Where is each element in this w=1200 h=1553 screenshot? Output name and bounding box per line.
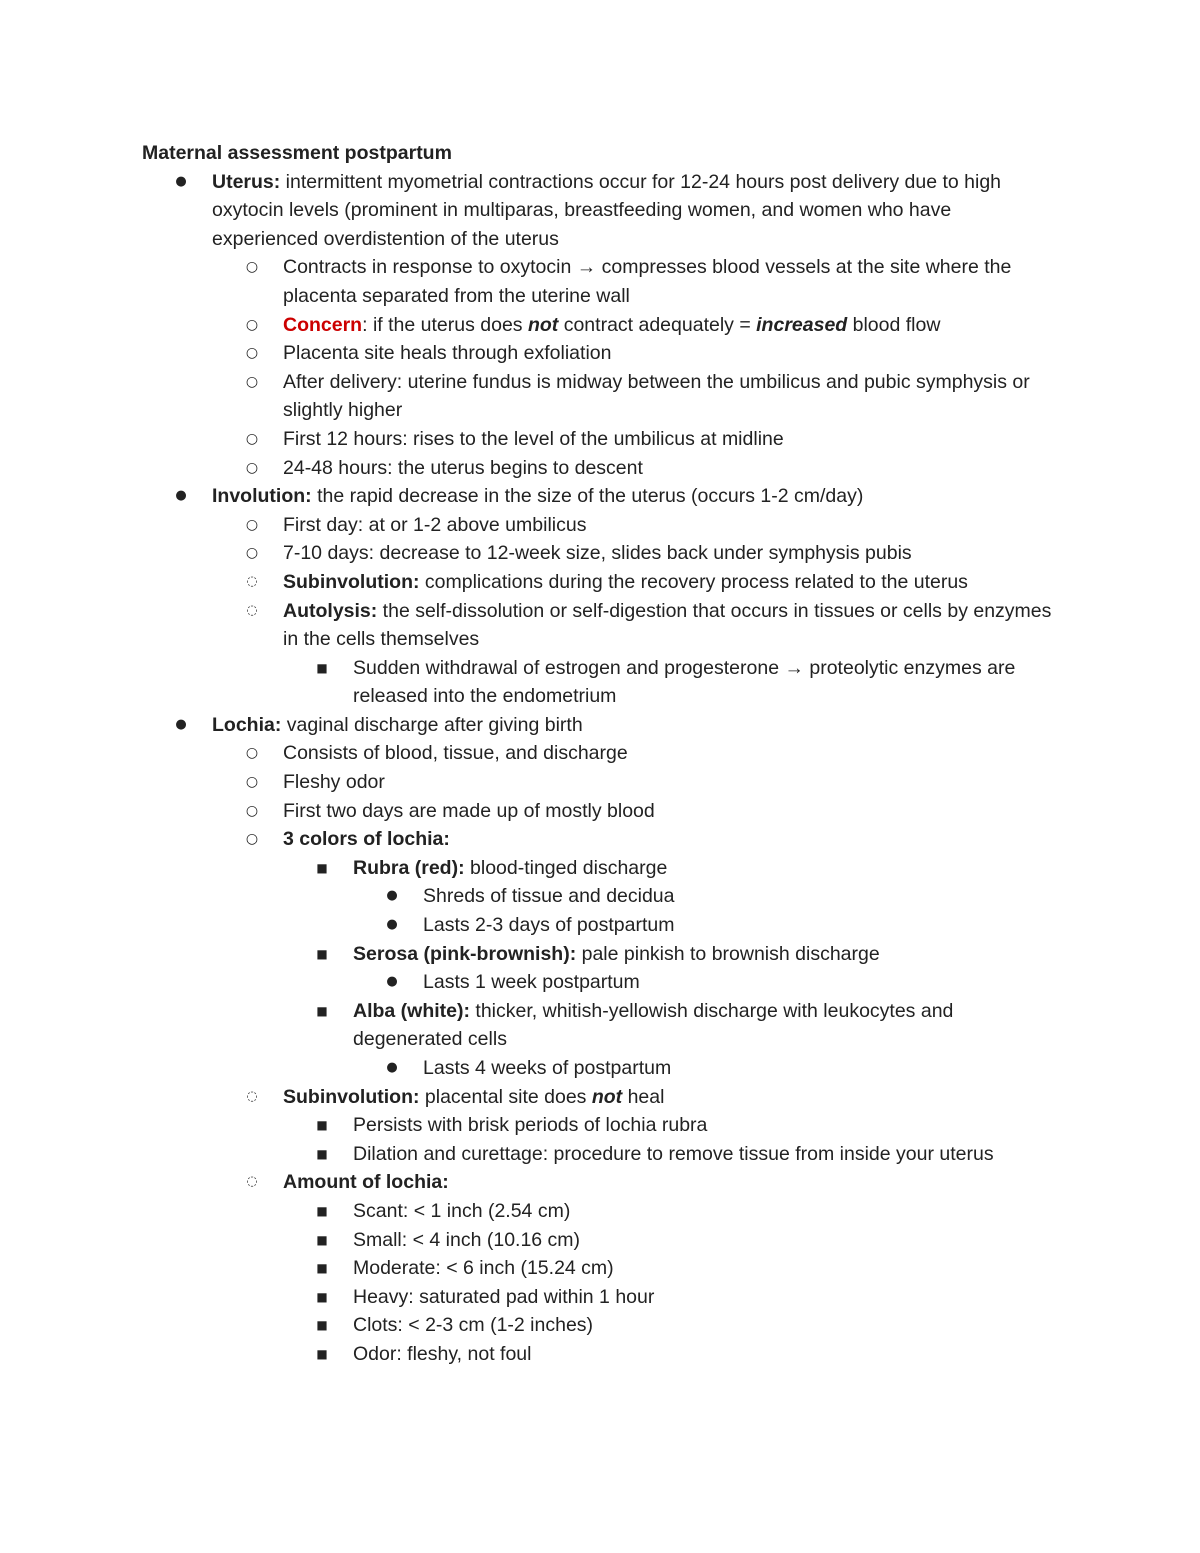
list-item-concern — [142, 311, 1062, 340]
square-bullet-icon: ■ — [316, 1118, 328, 1133]
list-item — [142, 911, 1062, 940]
term-definition: the rapid decrease in the size of the uterus (occurs 1-2 cm/day) — [311, 485, 864, 508]
list-item — [142, 425, 1062, 454]
list-item-alba — [142, 997, 1062, 1054]
list-text: Small: < 4 inch (10.16 cm) — [353, 1228, 581, 1251]
notes-body — [142, 139, 1062, 1369]
term-definition: intermittent myometrial contractions occur for 12-24 hours post delivery due to high oxytocin levels (prominent in multiparas, breastfeeding women, and women who have experienced overdistention of the uterus — [212, 170, 1002, 250]
list-text: Contracts in response to oxytocin → compresses blood vessels at the site where the placenta separated from the uterine wall — [283, 256, 1012, 307]
term-definition: thicker, whitish-yellowish discharge with leukocytes and degenerated cells — [353, 999, 954, 1051]
list-text: Dilation and curettage: procedure to remove tissue from inside your uterus — [353, 1142, 994, 1165]
list-text: : if the uterus does — [362, 313, 528, 336]
dotted-circle-bullet-icon: ◌ — [246, 1174, 258, 1190]
list-text: Lasts 2-3 days of postpartum — [423, 914, 675, 937]
square-bullet-icon: ■ — [316, 1318, 328, 1333]
list-text: Sudden withdrawal of estrogen and progesterone → proteolytic enzymes are released into the endometrium — [353, 656, 1016, 708]
term-label: Involution: — [212, 485, 312, 508]
circle-bullet-icon: ○ — [245, 745, 259, 762]
circle-bullet-icon: ○ — [245, 774, 259, 791]
list-item — [142, 882, 1062, 911]
term-label: Serosa (pink-brownish): — [353, 942, 577, 965]
list-text: First day: at or 1-2 above umbilicus — [283, 513, 587, 536]
term-label: Subinvolution: — [283, 1085, 420, 1108]
list-item-amount-small — [142, 1226, 1062, 1255]
list-item — [142, 253, 1062, 310]
emphasis-text: increased — [756, 313, 848, 336]
concern-label: Concern — [283, 313, 363, 336]
circle-bullet-icon: ○ — [245, 802, 259, 819]
list-item-autolysis — [142, 597, 1062, 654]
list-item — [142, 1111, 1062, 1140]
list-text: heal — [622, 1085, 665, 1108]
circle-bullet-icon: ○ — [245, 345, 259, 362]
list-item — [142, 368, 1062, 425]
list-text: First two days are made up of mostly blood — [283, 799, 655, 822]
disc-bullet-icon: ● — [386, 974, 398, 990]
list-text: Scant: < 1 inch (2.54 cm) — [353, 1199, 571, 1222]
circle-bullet-icon: ○ — [245, 516, 259, 533]
disc-bullet-icon: ● — [175, 488, 187, 504]
section-label: 3 colors of lochia: — [283, 828, 450, 851]
disc-bullet-icon: ● — [175, 173, 187, 189]
list-text: Shreds of tissue and decidua — [423, 885, 675, 908]
list-item — [142, 511, 1062, 540]
list-item-amount-odor — [142, 1340, 1062, 1369]
term-label: Subinvolution: — [283, 570, 420, 593]
square-bullet-icon: ■ — [316, 1203, 328, 1218]
list-item-amount-clots — [142, 1311, 1062, 1340]
term-definition: complications during the recovery process related to the uterus — [419, 570, 968, 593]
square-bullet-icon: ■ — [316, 1261, 328, 1276]
list-item — [142, 739, 1062, 768]
circle-bullet-icon: ○ — [245, 430, 259, 447]
list-item — [142, 454, 1062, 483]
list-text: blood flow — [847, 313, 941, 336]
list-item-colors — [142, 825, 1062, 854]
list-item-amount-heavy — [142, 1283, 1062, 1312]
circle-bullet-icon: ○ — [245, 316, 259, 333]
list-text: placental site does — [419, 1085, 592, 1108]
list-text: Heavy: saturated pad within 1 hour — [353, 1285, 655, 1308]
list-item-serosa — [142, 940, 1062, 969]
emphasis-text: not — [591, 1085, 623, 1108]
list-item-involution — [142, 482, 1062, 511]
list-text: Moderate: < 6 inch (15.24 cm) — [353, 1257, 614, 1280]
circle-bullet-icon: ○ — [245, 545, 259, 562]
list-item-rubra — [142, 854, 1062, 883]
list-item-subinvolution — [142, 568, 1062, 597]
list-item-uterus — [142, 168, 1062, 254]
square-bullet-icon: ■ — [316, 946, 328, 961]
disc-bullet-icon: ● — [386, 1060, 398, 1075]
square-bullet-icon: ■ — [316, 660, 328, 675]
term-definition: blood-tinged discharge — [464, 856, 668, 879]
square-bullet-icon: ■ — [316, 1003, 328, 1018]
circle-bullet-icon: ○ — [245, 459, 259, 476]
list-text: Lasts 1 week postpartum — [423, 971, 640, 994]
dotted-circle-bullet-icon: ◌ — [246, 602, 258, 618]
section-label: Amount of lochia: — [283, 1171, 449, 1194]
dotted-circle-bullet-icon: ◌ — [246, 573, 258, 589]
list-text: Placenta site heals through exfoliation — [283, 342, 612, 365]
circle-bullet-icon: ○ — [245, 259, 259, 276]
square-bullet-icon: ■ — [316, 1289, 328, 1304]
page-title: Maternal assessment postpartum — [142, 142, 452, 164]
list-item — [142, 797, 1062, 826]
list-text: 7-10 days: decrease to 12-week size, slides back under symphysis pubis — [283, 542, 912, 565]
list-text: 24-48 hours: the uterus begins to descent — [283, 456, 643, 479]
square-bullet-icon: ■ — [316, 1232, 328, 1247]
emphasis-text: not — [527, 313, 559, 336]
term-label: Rubra (red): — [353, 856, 465, 879]
square-bullet-icon: ■ — [316, 860, 328, 875]
list-text: Persists with brisk periods of lochia rubra — [353, 1114, 708, 1137]
list-text: Consists of blood, tissue, and discharge — [283, 742, 628, 765]
list-item — [142, 1054, 1062, 1083]
list-text: Odor: fleshy, not foul — [353, 1342, 532, 1365]
circle-bullet-icon: ○ — [245, 831, 259, 848]
circle-bullet-icon: ○ — [245, 373, 259, 390]
term-definition: the self-dissolution or self-digestion that occurs in tissues or cells by enzymes in the cells themselves — [283, 599, 1052, 651]
square-bullet-icon: ■ — [316, 1146, 328, 1161]
list-item-amount — [142, 1168, 1062, 1197]
list-item-amount-scant — [142, 1197, 1062, 1226]
list-item — [142, 539, 1062, 568]
disc-bullet-icon: ● — [386, 917, 398, 933]
list-text: Fleshy odor — [283, 771, 385, 794]
term-definition: pale pinkish to brownish discharge — [576, 942, 880, 965]
list-item-lochia-subinvolution — [142, 1083, 1062, 1112]
square-bullet-icon: ■ — [316, 1346, 328, 1361]
list-text: Clots: < 2-3 cm (1-2 inches) — [353, 1314, 594, 1337]
list-item — [142, 968, 1062, 997]
list-text: First 12 hours: rises to the level of the umbilicus at midline — [283, 427, 784, 450]
term-definition: vaginal discharge after giving birth — [281, 713, 583, 736]
dotted-circle-bullet-icon: ◌ — [246, 1088, 258, 1104]
term-label: Uterus: — [212, 170, 281, 193]
list-text: Lasts 4 weeks of postpartum — [423, 1057, 672, 1079]
list-text: contract adequately = — [558, 313, 757, 336]
disc-bullet-icon: ● — [386, 888, 398, 904]
list-item — [142, 768, 1062, 797]
list-item-amount-moderate — [142, 1254, 1062, 1283]
list-item — [142, 339, 1062, 368]
list-item — [142, 654, 1062, 711]
list-item — [142, 1140, 1062, 1169]
disc-bullet-icon: ● — [175, 716, 187, 732]
term-label: Autolysis: — [283, 599, 378, 622]
list-item-lochia — [142, 711, 1062, 740]
list-text: After delivery: uterine fundus is midway between the umbilicus and pubic symphysis or slightly higher — [283, 370, 1030, 422]
term-label: Alba (white): — [353, 999, 470, 1022]
term-label: Lochia: — [212, 713, 282, 736]
